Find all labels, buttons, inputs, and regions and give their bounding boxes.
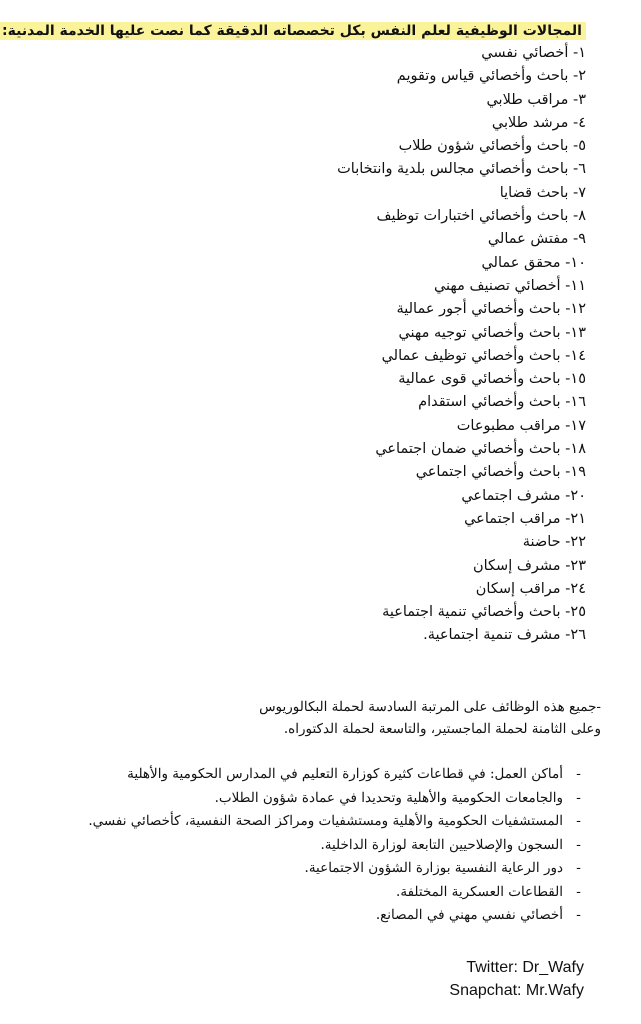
bullet-dash: -: [576, 766, 581, 782]
job-item: ٢٠- مشرف اجتماعي: [461, 487, 586, 504]
workplace-item: [88, 810, 581, 834]
bullet-dash: -: [576, 883, 581, 900]
job-item: ١- أخصائي نفسي: [481, 45, 586, 61]
job-item: ١٢- باحث وأخصائي أجور عمالية: [396, 301, 586, 318]
job-item: ١٥- باحث وأخصائي قوى عمالية: [398, 371, 586, 388]
workplace-list: [88, 763, 581, 928]
job-item: ١١- أخصائي تصنيف مهني: [433, 277, 586, 294]
workplace-text: دور الرعاية النفسية بوزارة الشؤون الاجتماعية.: [304, 860, 563, 876]
workplace-item: [88, 904, 581, 928]
rank-note-line: -جميع هذه الوظائف على المرتبة السادسة لحملة البكالوريوس: [259, 699, 601, 715]
twitter-handle: Twitter: Dr_Wafy: [466, 959, 584, 976]
rank-note: [41, 696, 601, 740]
highlighted-title-text: المجالات الوظيفية لعلم النفس بكل تخصصاته الدقيقة كما نصت عليها الخدمة المدنية:: [0, 22, 586, 40]
bullet-dash: -: [576, 860, 581, 876]
workplace-text: أماكن العمل: في قطاعات كثيرة كوزارة التعليم في المدارس الحكومية والأهلية: [127, 766, 563, 782]
job-item: ١٦- باحث وأخصائي استقدام: [418, 394, 586, 411]
job-item: ٢١- مراقب اجتماعي: [464, 510, 586, 527]
job-item: ٥- باحث وأخصائي شؤون طلاب: [398, 138, 586, 155]
workplace-item: [88, 857, 581, 881]
workplace-text: القطاعات العسكرية المختلفة.: [396, 883, 563, 900]
page-title: [0, 18, 586, 44]
workplace-text: السجون والإصلاحيين التابعة لوزارة الداخلية.: [320, 836, 563, 853]
workplace-text: والجامعات الحكومية والأهلية وتحديدا في عمادة شؤون الطلاب.: [214, 789, 563, 806]
job-item: ١٧- مراقب مطبوعات: [456, 417, 586, 434]
workplace-text: المستشفيات الحكومية والأهلية ومستشفيات ومراكز الصحة النفسية، كأخصائي نفسي.: [88, 813, 563, 829]
workplace-item: [88, 834, 581, 858]
job-item: ١٣- باحث وأخصائي توجيه مهني: [398, 324, 586, 341]
bullet-dash: -: [576, 836, 581, 853]
job-item: ٢٤- مراقب إسكان: [475, 580, 586, 597]
workplace-item: [88, 763, 581, 787]
job-item: ٢٢- حاضنة: [522, 534, 586, 551]
social-handles: [449, 956, 584, 1002]
job-item: ٦- باحث وأخصائي مجالس بلدية وانتخابات: [337, 161, 586, 178]
workplace-item: [88, 787, 581, 811]
job-item: ٢٥- باحث وأخصائي تنمية اجتماعية: [382, 604, 586, 621]
snapchat-handle: Snapchat: Mr.Wafy: [449, 982, 584, 999]
job-item: ١٤- باحث وأخصائي توظيف عمالي: [381, 347, 586, 364]
job-list: [337, 42, 586, 648]
job-item: ٧- باحث قضايا: [499, 184, 586, 201]
job-item: ٤- مرشد طلابي: [491, 114, 586, 131]
job-item: ٢- باحث وأخصائي قياس وتقويم: [396, 68, 586, 85]
job-item: ٢٦- مشرف تنمية اجتماعية.: [423, 627, 586, 644]
job-item: ١٠- محقق عمالي: [481, 254, 586, 271]
bullet-dash: -: [576, 789, 581, 806]
job-item: ٢٣- مشرف إسكان: [472, 557, 586, 574]
workplace-text: أخصائي نفسي مهني في المصانع.: [375, 907, 563, 923]
rank-note-line: وعلى الثامنة لحملة الماجستير، والتاسعة لحملة الدكتوراه.: [283, 721, 601, 737]
bullet-dash: -: [576, 907, 581, 923]
job-item: ٣- مراقب طلابي: [486, 91, 586, 108]
job-item: ١٨- باحث وأخصائي ضمان اجتماعي: [375, 441, 586, 458]
job-item: ١٩- باحث وأخصائي اجتماعي: [415, 464, 586, 481]
job-item: ٨- باحث وأخصائي اختبارات توظيف: [376, 208, 586, 225]
job-item: ٩- مفتش عمالي: [487, 231, 586, 248]
bullet-dash: -: [576, 813, 581, 829]
workplace-item: [88, 881, 581, 905]
